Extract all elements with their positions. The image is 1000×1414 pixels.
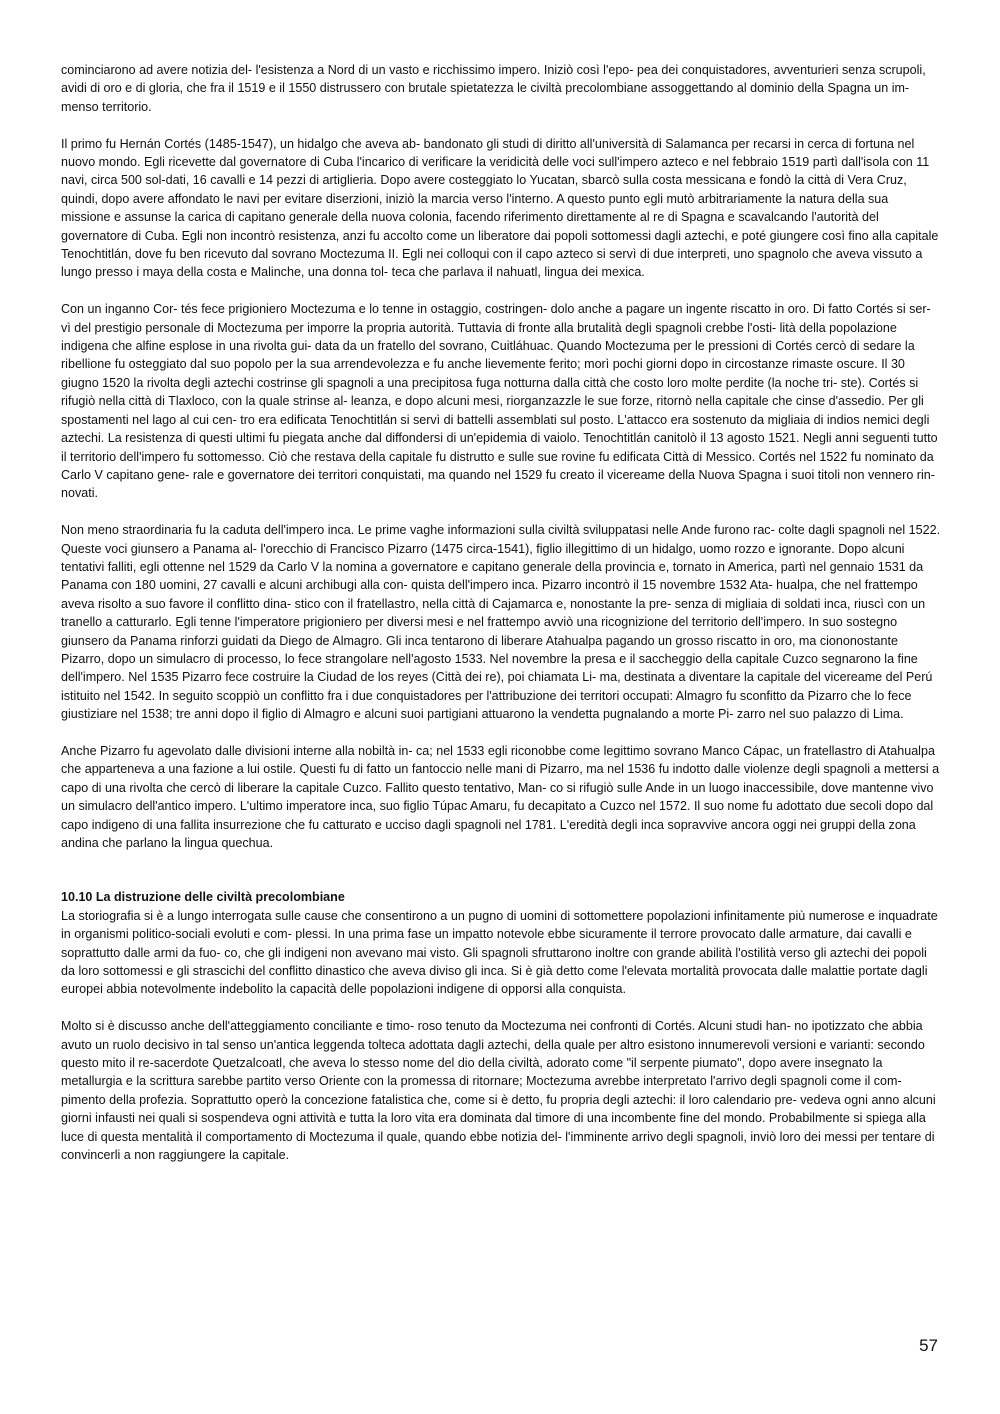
page-body — [61, 61, 941, 1183]
paragraph-conquistadores-intro: cominciarono ad avere notizia del- l'esistenza a Nord di un vasto e ricchissimo impero. Iniziò così l'epo- pea dei conquistadores, avventurieri senza scrupoli, avidi di oro e di gloria, che fra il 1519 e il 1550 distrussero con brutale spietatezza le civiltà precolombiane assoggettando al dominio della Spagna un im- menso territorio. — [61, 63, 926, 114]
section-10-10 — [61, 888, 941, 1164]
section-heading: 10.10 La distruzione delle civiltà precolombiane — [61, 890, 345, 905]
paragraph-cortes: Il primo fu Hernán Cortés (1485-1547), un hidalgo che aveva ab- bandonato gli studi di diritto all'università di Salamanca per recarsi in cerca di fortuna nel nuovo mondo. Egli ricevette dal governatore di Cuba l'incarico di verificare la veridicità delle voci sull'impero azteco e nel febbraio 1519 partì dall'isola con 11 navi, circa 500 sol-dati, 16 cavalli e 14 pezzi di artiglieria. Dopo avere costeggiato lo Yucatan, sbarcò sulla costa messicana e fondò la città di Vera Cruz, quindi, dopo avere affondato le navi per evitare diserzioni, iniziò la marcia verso l'interno. A questo punto egli mutò arbitrariamente la natura della sua missione e assunse la carica di capitano generale della nuova colonia, facendo riferimento direttamente al re di Spagna e scavalcando l'autorità del governatore di Cuba. Egli non incontrò resistenza, anzi fu accolto come un liberatore dai popoli sottomessi dagli aztechi, e poté giungere così fino alla capitale Tenochtitlán, dove fu ben ricevuto dal sovrano Moctezuma II. Egli nei colloqui con il capo azteco si servì di due interpreti, uno spagnolo che aveva vissuto a lungo presso i maya della costa e Malinche, una donna tol- teca che parlava il nahuatl, lingua dei mexica. — [61, 136, 939, 280]
paragraph-manco-capac: Anche Pizarro fu agevolato dalle divisioni interne alla nobiltà in- ca; nel 1533 egli riconobbe come legittimo sovrano Manco Cápac, un fratellastro di Atahualpa che apparteneva a una fazione a lui ostile. Questi fu di fatto un fantoccio nelle mani di Pizarro, ma nel 1536 fu indotto dalle violenze degli spagnoli a mettersi a capo di una rivolta che cercò di liberare la capitale Cuzco. Fallito questo tentativo, Man- co si rifugiò sulle Ande in un luogo inaccessibile, dove mantenne vivo un simulacro dell'antico impero. L'ultimo imperatore inca, suo figlio Túpac Amaru, fu decapitato a Cuzco nel 1572. Il suo nome fu adottato due secoli dopo dal capo indigeno di una fallita insurrezione che fu catturato e ucciso dagli spagnoli nel 1781. L'eredità degli inca sopravvive ancora oggi nei gruppi della zona andina che parlano la lingua quechua. — [61, 743, 940, 850]
paragraph-moctezuma-attitude: Molto si è discusso anche dell'atteggiamento conciliante e timo- roso tenuto da Moctezuma nei confronti di Cortés. Alcuni studi han- no ipotizzato che abbia avuto un ruolo decisivo in tal senso un'antica leggenda tolteca adottata dagli aztechi, della quale per altro esistono innumerevoli versioni e varianti: secondo questo mito il re-sacerdote Quetzalcoatl, che aveva lo stesso nome del dio della civiltà, adorato come "il serpente piumato", dopo avere insegnato la metallurgia e la scrittura sarebbe partito verso Oriente con la promessa di ritornare; Moctezuma avrebbe interpretato l'arrivo degli spagnoli come il com- pimento della profezia. Soprattutto operò la concezione fatalistica che, come si è detto, fu propria degli aztechi: il loro calendario pre- vedeva ogni anno alcuni giorni infausti nei quali si sospendeva ogni attività e tutta la loro vita era dominata dal timore di una incombente fine del mondo. Probabilmente si spiega alla luce di questa mentalità il comportamento di Moctezuma il quale, quando ebbe notizia del- l'imminente arrivo degli spagnoli, inviò loro dei messi per tentare di convincerli a non raggiungere la capitale. — [61, 1019, 936, 1163]
paragraph-moctezuma-captivity: Con un inganno Cor- tés fece prigioniero Moctezuma e lo tenne in ostaggio, costringen- dolo anche a pagare un ingente riscatto in oro. Di fatto Cortés si ser- vì del prestigio personale di Moctezuma per imporre la propria autorità. Tuttavia di fronte alla brutalità degli spagnoli crebbe l'osti- lità della popolazione indigena che alfine esplose in una rivolta gui- data da un fratello del sovrano, Cuitláhuac. Quando Moctezuma per le pressioni di Cortés cercò di sedare la ribellione fu osteggiato dal suo popolo per la sua arrendevolezza e fu anche lievemente ferito; morì pochi giorni dopo in circostanze rimaste oscure. Il 30 giugno 1520 la rivolta degli aztechi costrinse gli spagnoli a una precipitosa fuga notturna dalla città che costo loro molte perdite (la noche tri- ste). Cortés si rifugiò nella città di Tlaxloco, con la quale strinse al- leanza, e dopo alcuni mesi, riorganzazzle le sue forze, ritornò nella capitale che cinse d'assedio. Per gli spostamenti nel lago al cui cen- tro era edificata Tenochtitlán si servì di battelli assemblati sul posto. L'attacco era sostenuto da migliaia di indios nemici degli aztechi. La resistenza di questi ultimi fu piegata anche dal diffondersi di un'epidemia di vaiolo. Tenochtitlán canitolò il 13 agosto 1521. Negli anni seguenti tutto il territorio dell'impero fu sottomesso. Ciò che restava della capitale fu distrutto e sulle sue rovine fu edificata Città di Messico. Cortés nel 1522 fu nominato da Carlo V capitano gene- rale e governatore dei territori conquistati, ma quando nel 1529 fu creato il vicereame della Nuova Spagna i suoi titoli non vennero rin- novati. — [61, 302, 938, 501]
paragraph-causes: La storiografia si è a lungo interrogata sulle cause che consentirono a un pugno di uomini di sottomettere popolazioni infinitamente più numerose e inquadrate in organismi politico-sociali evoluti e com- plessi. In una prima fase un impatto notevole ebbe sicuramente il terrore provocato dalle armature, dai cavalli e soprattutto dalle armi da fuo- co, che gli indigeni non avevano mai visto. Gli spagnoli sfruttarono inoltre con grande abilità l'ostilità verso gli aztechi dei popoli da loro sottomessi e gli strascichi del conflitto dinastico che aveva diviso gli inca. Si è già detto come l'elevata mortalità provocata dalle malattie portate dagli europei abbia notevolmente indebolito la capacità delle popolazioni indigene di opporsi alla conquista. — [61, 908, 938, 997]
page-number: 57 — [919, 1336, 938, 1355]
paragraph-inca-fall: Non meno straordinaria fu la caduta dell'impero inca. Le prime vaghe informazioni sulla civiltà sviluppatasi nelle Ande furono rac- colte dagli spagnoli nel 1522. Queste voci giunsero a Panama al- l'orecchio di Francisco Pizarro (1475 circa-1541), figlio illegittimo di un hidalgo, uomo rozzo e ignorante. Dopo alcuni tentativi falliti, egli ottenne nel 1529 da Carlo V la nomina a governatore e capitano generale della provincia e, tornato in America, partì nel gennaio 1531 da Panama con 180 uomini, 27 cavalli e alcuni archibugi alla con- quista dell'impero inca. Pizarro incontrò il 15 novembre 1532 Ata- hualpa, che nel frattempo aveva risolto a suo favore il conflitto dina- stico con il fratellastro, nella città di Cajamarca e, nonostante la pre- senza di migliaia di soldati inca, riuscì con un tranello a catturarlo. Egli tenne l'imperatore prigioniero per diversi mesi e nel frattempo avviò una ricognizione del territorio dell'impero. In suo sostegno giunsero da Panama rinforzi guidati da Diego de Almagro. Gli inca tentarono di liberare Atahualpa pagando un grosso riscatto in oro, ma ciononostante Pizarro, dopo un simulacro di processo, lo fece strangolare nell'agosto 1533. Nel novembre la presa e il saccheggio della capitale Cuzco segnarono la fine dell'impero. Nel 1535 Pizarro fece costruire la Ciudad de los reyes (Città dei re), poi chiamata Li- ma, destinata a diventare la capitale del vicereame del Perú istituito nel 1542. In seguito scoppiò un conflitto fra i due conquistadores per l'attribuzione dei territori occupati: Almagro fu sconfitto da Pizarro che lo fece giustiziare nel 1538; tre anni dopo il figlio di Almagro e alcuni suoi partigiani attuarono la vendetta pugnalando a morte Pi- zarro nel suo palazzo di Lima. — [61, 523, 941, 722]
